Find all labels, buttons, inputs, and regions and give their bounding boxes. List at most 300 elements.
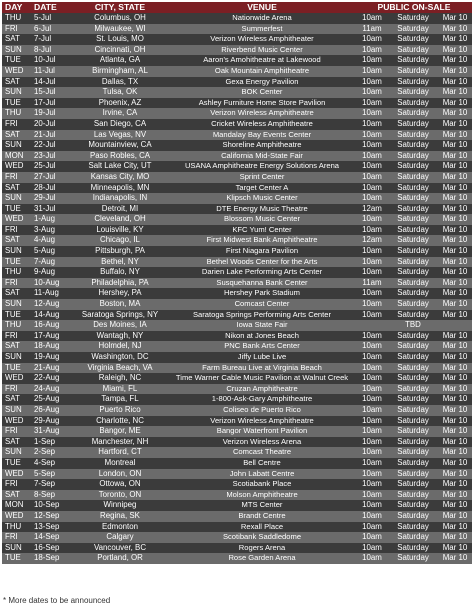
cell-time: 10am: [356, 151, 388, 162]
cell-city-state: Puerto Rico: [72, 405, 168, 416]
cell-weekday: Saturday: [388, 151, 438, 162]
cell-venue: MTS Center: [168, 500, 356, 511]
cell-city-state: Calgary: [72, 532, 168, 543]
cell-onsale-date: [438, 320, 472, 331]
cell-weekday: Saturday: [388, 553, 438, 564]
cell-time: 10am: [356, 130, 388, 141]
cell-date: 28-Jul: [30, 183, 72, 194]
cell-city-state: Holmdel, NJ: [72, 341, 168, 352]
cell-onsale-date: Mar 10: [438, 394, 472, 405]
cell-city-state: Phoenix, AZ: [72, 98, 168, 109]
cell-venue: Ashley Furniture Home Store Pavilion: [168, 98, 356, 109]
cell-weekday: Saturday: [388, 394, 438, 405]
cell-venue: Nationwide Arena: [168, 13, 356, 24]
table-row: [2, 34, 472, 45]
cell-date: 11-Jul: [30, 66, 72, 77]
cell-day: SAT: [2, 394, 30, 405]
cell-venue: Verizon Wireless Arena: [168, 437, 356, 448]
cell-time: 11am: [356, 278, 388, 289]
header-city-state: CITY, STATE: [72, 2, 168, 13]
table-row: [2, 532, 472, 543]
cell-day: WED: [2, 214, 30, 225]
cell-time: 10am: [356, 299, 388, 310]
table-row: [2, 193, 472, 204]
cell-onsale-date: Mar 10: [438, 288, 472, 299]
cell-weekday: Saturday: [388, 172, 438, 183]
cell-date: 23-Jul: [30, 151, 72, 162]
cell-weekday: Saturday: [388, 225, 438, 236]
cell-weekday: Saturday: [388, 543, 438, 554]
cell-weekday: Saturday: [388, 532, 438, 543]
cell-weekday: Saturday: [388, 373, 438, 384]
cell-city-state: Cleveland, OH: [72, 214, 168, 225]
cell-venue: Scotibank Saddledome: [168, 532, 356, 543]
cell-date: 12-Aug: [30, 299, 72, 310]
cell-venue: Bell Centre: [168, 458, 356, 469]
cell-weekday: Saturday: [388, 331, 438, 342]
table-row: [2, 151, 472, 162]
cell-city-state: Dallas, TX: [72, 77, 168, 88]
cell-venue: Comcast Center: [168, 299, 356, 310]
cell-weekday: Saturday: [388, 77, 438, 88]
table-row: [2, 394, 472, 405]
cell-day: SAT: [2, 288, 30, 299]
cell-city-state: Regina, SK: [72, 511, 168, 522]
cell-day: SUN: [2, 405, 30, 416]
cell-venue: Verizon Wireless Amphitheatre: [168, 108, 356, 119]
cell-time: 10am: [356, 490, 388, 501]
cell-city-state: Hershey, PA: [72, 288, 168, 299]
cell-city-state: Washington, DC: [72, 352, 168, 363]
cell-day: FRI: [2, 384, 30, 395]
cell-time: 10am: [356, 193, 388, 204]
table-row: [2, 267, 472, 278]
cell-day: SAT: [2, 183, 30, 194]
cell-weekday: Saturday: [388, 511, 438, 522]
cell-city-state: Portland, OR: [72, 553, 168, 564]
table-row: [2, 299, 472, 310]
cell-venue: Rexall Place: [168, 522, 356, 533]
cell-city-state: Las Vegas, NV: [72, 130, 168, 141]
cell-venue: Brandt Centre: [168, 511, 356, 522]
cell-city-state: Des Moines, IA: [72, 320, 168, 331]
cell-onsale-date: Mar 10: [438, 341, 472, 352]
cell-day: TUE: [2, 98, 30, 109]
table-row: [2, 246, 472, 257]
cell-city-state: Milwaukee, WI: [72, 24, 168, 35]
cell-day: SAT: [2, 77, 30, 88]
cell-city-state: San Diego, CA: [72, 119, 168, 130]
cell-time: 10am: [356, 447, 388, 458]
cell-onsale-date: Mar 10: [438, 77, 472, 88]
cell-weekday: Saturday: [388, 55, 438, 66]
cell-onsale-date: Mar 10: [438, 405, 472, 416]
table-row: [2, 87, 472, 98]
cell-weekday: Saturday: [388, 87, 438, 98]
cell-venue: Rogers Arena: [168, 543, 356, 554]
cell-city-state: Miami, FL: [72, 384, 168, 395]
cell-city-state: Montreal: [72, 458, 168, 469]
cell-city-state: Louisville, KY: [72, 225, 168, 236]
cell-city-state: Boston, MA: [72, 299, 168, 310]
cell-time: 10am: [356, 119, 388, 130]
cell-weekday: Saturday: [388, 183, 438, 194]
cell-time: 10am: [356, 172, 388, 183]
table-row: [2, 426, 472, 437]
cell-time: 10am: [356, 416, 388, 427]
cell-date: 10-Aug: [30, 278, 72, 289]
cell-time: 10am: [356, 437, 388, 448]
table-row: [2, 130, 472, 141]
cell-weekday: Saturday: [388, 246, 438, 257]
table-row: [2, 437, 472, 448]
cell-date: 19-Jul: [30, 108, 72, 119]
cell-date: 10-Sep: [30, 500, 72, 511]
cell-day: SUN: [2, 299, 30, 310]
cell-weekday: Saturday: [388, 193, 438, 204]
table-row: [2, 45, 472, 56]
cell-time: 10am: [356, 34, 388, 45]
cell-city-state: Paso Robles, CA: [72, 151, 168, 162]
cell-city-state: Wantagh, NY: [72, 331, 168, 342]
cell-city-state: Kansas City, MO: [72, 172, 168, 183]
table-row: [2, 119, 472, 130]
cell-city-state: Atlanta, GA: [72, 55, 168, 66]
cell-date: 22-Aug: [30, 373, 72, 384]
cell-onsale-date: Mar 10: [438, 45, 472, 56]
cell-venue: First Midwest Bank Amphitheatre: [168, 235, 356, 246]
cell-date: 13-Sep: [30, 522, 72, 533]
cell-venue: Rose Garden Arena: [168, 553, 356, 564]
cell-time: 10am: [356, 66, 388, 77]
cell-day: THU: [2, 267, 30, 278]
cell-weekday: Saturday: [388, 257, 438, 268]
cell-onsale-date: Mar 10: [438, 458, 472, 469]
cell-onsale-date: Mar 10: [438, 257, 472, 268]
cell-date: 27-Jul: [30, 172, 72, 183]
cell-city-state: Philadelphia, PA: [72, 278, 168, 289]
cell-city-state: Columbus, OH: [72, 13, 168, 24]
cell-date: 25-Aug: [30, 394, 72, 405]
cell-time: 10am: [356, 257, 388, 268]
cell-weekday: Saturday: [388, 108, 438, 119]
cell-day: SAT: [2, 34, 30, 45]
cell-date: 4-Sep: [30, 458, 72, 469]
cell-city-state: Chicago, IL: [72, 235, 168, 246]
table-row: [2, 384, 472, 395]
cell-city-state: Edmonton: [72, 522, 168, 533]
table-row: [2, 235, 472, 246]
cell-venue: Time Warner Cable Music Pavilion at Walnut Creek: [168, 373, 356, 384]
cell-time: 10am: [356, 511, 388, 522]
cell-venue: Verizon Wireless Amphitheatre: [168, 416, 356, 427]
cell-onsale-date: Mar 10: [438, 66, 472, 77]
table-row: [2, 161, 472, 172]
cell-weekday: Saturday: [388, 34, 438, 45]
cell-day: SUN: [2, 87, 30, 98]
cell-weekday: Saturday: [388, 235, 438, 246]
cell-date: 5-Jul: [30, 13, 72, 24]
cell-city-state: Indianapolis, IN: [72, 193, 168, 204]
cell-onsale-date: Mar 10: [438, 469, 472, 480]
cell-venue: Aaron's Amohitheatre at Lakewood: [168, 55, 356, 66]
cell-time: 10am: [356, 373, 388, 384]
cell-date: 14-Sep: [30, 532, 72, 543]
cell-weekday: Saturday: [388, 416, 438, 427]
cell-weekday: Saturday: [388, 45, 438, 56]
cell-day: WED: [2, 511, 30, 522]
cell-time: 10am: [356, 341, 388, 352]
cell-weekday: Saturday: [388, 140, 438, 151]
cell-city-state: Tampa, FL: [72, 394, 168, 405]
cell-time: 10am: [356, 140, 388, 151]
cell-weekday: Saturday: [388, 458, 438, 469]
cell-time: 10am: [356, 522, 388, 533]
cell-onsale-date: Mar 10: [438, 235, 472, 246]
cell-weekday: Saturday: [388, 426, 438, 437]
cell-onsale-date: Mar 10: [438, 140, 472, 151]
cell-onsale-date: Mar 10: [438, 479, 472, 490]
cell-city-state: Raleigh, NC: [72, 373, 168, 384]
cell-venue: Verizon Wireless Amphitheater: [168, 34, 356, 45]
cell-date: 12-Sep: [30, 511, 72, 522]
cell-day: SAT: [2, 235, 30, 246]
cell-day: WED: [2, 373, 30, 384]
table-row: [2, 183, 472, 194]
cell-time: 12am: [356, 204, 388, 215]
cell-day: WED: [2, 469, 30, 480]
cell-venue: Sprint Center: [168, 172, 356, 183]
header-day: DAY: [2, 2, 30, 13]
header-date: DATE: [30, 2, 72, 13]
cell-date: 2-Sep: [30, 447, 72, 458]
cell-venue: DTE Energy Music Theatre: [168, 204, 356, 215]
table-row: [2, 278, 472, 289]
cell-weekday: Saturday: [388, 405, 438, 416]
cell-onsale-date: Mar 10: [438, 24, 472, 35]
cell-time: 10am: [356, 55, 388, 66]
cell-weekday: Saturday: [388, 500, 438, 511]
cell-venue: Hershey Park Stadium: [168, 288, 356, 299]
table-row: [2, 447, 472, 458]
cell-weekday: Saturday: [388, 278, 438, 289]
cell-venue: Iowa State Fair: [168, 320, 356, 331]
cell-day: SUN: [2, 246, 30, 257]
table-row: [2, 500, 472, 511]
cell-venue: Mandalay Bay Events Center: [168, 130, 356, 141]
table-row: [2, 320, 472, 331]
cell-city-state: Virginia Beach, VA: [72, 363, 168, 374]
header-venue: VENUE: [168, 2, 356, 13]
cell-venue: Shoreline Amphitheatre: [168, 140, 356, 151]
table-row: [2, 310, 472, 321]
cell-day: SAT: [2, 130, 30, 141]
cell-day: THU: [2, 522, 30, 533]
cell-city-state: Buffalo, NY: [72, 267, 168, 278]
cell-day: THU: [2, 320, 30, 331]
cell-date: 4-Aug: [30, 235, 72, 246]
cell-day: WED: [2, 416, 30, 427]
table-header-row: [2, 2, 472, 13]
cell-venue: BOK Center: [168, 87, 356, 98]
cell-day: THU: [2, 108, 30, 119]
table-row: [2, 405, 472, 416]
table-row: [2, 373, 472, 384]
cell-time: 10am: [356, 13, 388, 24]
cell-city-state: St. Louis, MO: [72, 34, 168, 45]
cell-city-state: Manchester, NH: [72, 437, 168, 448]
cell-onsale-date: Mar 10: [438, 310, 472, 321]
cell-day: FRI: [2, 119, 30, 130]
cell-time: 10am: [356, 288, 388, 299]
cell-weekday: Saturday: [388, 13, 438, 24]
cell-venue: Klipsch Music Center: [168, 193, 356, 204]
cell-city-state: Tulsa, OK: [72, 87, 168, 98]
cell-day: WED: [2, 66, 30, 77]
cell-day: SAT: [2, 490, 30, 501]
cell-onsale-date: Mar 10: [438, 490, 472, 501]
cell-time: 10am: [356, 87, 388, 98]
cell-weekday: Saturday: [388, 352, 438, 363]
cell-onsale-date: Mar 10: [438, 278, 472, 289]
cell-venue: John Labatt Centre: [168, 469, 356, 480]
cell-weekday: Saturday: [388, 384, 438, 395]
cell-time: 10am: [356, 183, 388, 194]
cell-time: [356, 320, 388, 331]
table-row: [2, 469, 472, 480]
cell-date: 21-Aug: [30, 363, 72, 374]
cell-date: 3-Aug: [30, 225, 72, 236]
cell-weekday: Saturday: [388, 66, 438, 77]
cell-day: FRI: [2, 331, 30, 342]
cell-time: 10am: [356, 98, 388, 109]
cell-date: 26-Aug: [30, 405, 72, 416]
cell-day: SAT: [2, 437, 30, 448]
table-row: [2, 225, 472, 236]
cell-venue: Cruzan Amphitheatre: [168, 384, 356, 395]
cell-onsale-date: Mar 10: [438, 34, 472, 45]
cell-date: 14-Jul: [30, 77, 72, 88]
cell-date: 15-Jul: [30, 87, 72, 98]
cell-day: FRI: [2, 172, 30, 183]
cell-day: TUE: [2, 458, 30, 469]
cell-date: 14-Aug: [30, 310, 72, 321]
cell-weekday: Saturday: [388, 522, 438, 533]
cell-day: MON: [2, 151, 30, 162]
cell-onsale-date: Mar 10: [438, 172, 472, 183]
table-row: [2, 172, 472, 183]
cell-onsale-date: Mar 10: [438, 119, 472, 130]
cell-time: 10am: [356, 384, 388, 395]
cell-day: FRI: [2, 225, 30, 236]
cell-date: 24-Aug: [30, 384, 72, 395]
cell-time: 10am: [356, 553, 388, 564]
cell-day: FRI: [2, 24, 30, 35]
cell-onsale-date: Mar 10: [438, 522, 472, 533]
table-row: [2, 511, 472, 522]
cell-time: 10am: [356, 469, 388, 480]
cell-weekday: Saturday: [388, 479, 438, 490]
cell-onsale-date: Mar 10: [438, 161, 472, 172]
cell-onsale-date: Mar 10: [438, 553, 472, 564]
cell-day: SUN: [2, 140, 30, 151]
cell-time: 10am: [356, 426, 388, 437]
cell-venue: PNC Bank Arts Center: [168, 341, 356, 352]
cell-venue: USANA Amphitheatre Energy Solutions Arena: [168, 161, 356, 172]
cell-day: FRI: [2, 278, 30, 289]
cell-day: FRI: [2, 479, 30, 490]
table-row: [2, 214, 472, 225]
table-row: [2, 140, 472, 151]
cell-city-state: Ottowa, ON: [72, 479, 168, 490]
table-row: [2, 363, 472, 374]
cell-date: 8-Jul: [30, 45, 72, 56]
cell-time: 10am: [356, 77, 388, 88]
cell-venue: Target Center A: [168, 183, 356, 194]
cell-onsale-date: Mar 10: [438, 246, 472, 257]
cell-onsale-date: Mar 10: [438, 384, 472, 395]
cell-time: 10am: [356, 352, 388, 363]
cell-time: 10am: [356, 500, 388, 511]
cell-weekday: Saturday: [388, 288, 438, 299]
cell-time: 10am: [356, 363, 388, 374]
cell-onsale-date: Mar 10: [438, 373, 472, 384]
cell-onsale-date: Mar 10: [438, 204, 472, 215]
cell-city-state: Detroit, MI: [72, 204, 168, 215]
cell-time: 10am: [356, 214, 388, 225]
cell-time: 10am: [356, 394, 388, 405]
cell-date: 10-Jul: [30, 55, 72, 66]
cell-day: TUE: [2, 553, 30, 564]
table-row: [2, 490, 472, 501]
cell-onsale-date: Mar 10: [438, 331, 472, 342]
cell-weekday: Saturday: [388, 161, 438, 172]
cell-venue: KFC Yum! Center: [168, 225, 356, 236]
cell-onsale-date: Mar 10: [438, 532, 472, 543]
cell-weekday: Saturday: [388, 204, 438, 215]
cell-weekday: Saturday: [388, 447, 438, 458]
cell-onsale-date: Mar 10: [438, 214, 472, 225]
cell-day: THU: [2, 13, 30, 24]
cell-city-state: Minneapolis, MN: [72, 183, 168, 194]
cell-date: 29-Jul: [30, 193, 72, 204]
cell-date: 7-Aug: [30, 257, 72, 268]
table-row: [2, 553, 472, 564]
cell-venue: Susquehanna Bank Center: [168, 278, 356, 289]
table-row: [2, 341, 472, 352]
cell-weekday: Saturday: [388, 363, 438, 374]
cell-city-state: Vancouver, BC: [72, 543, 168, 554]
cell-date: 18-Sep: [30, 553, 72, 564]
cell-onsale-date: Mar 10: [438, 108, 472, 119]
cell-date: 17-Jul: [30, 98, 72, 109]
cell-city-state: Cincinnati, OH: [72, 45, 168, 56]
tour-schedule-table: [2, 2, 472, 564]
cell-date: 11-Aug: [30, 288, 72, 299]
cell-time: 10am: [356, 458, 388, 469]
cell-onsale-date: Mar 10: [438, 267, 472, 278]
cell-time: 10am: [356, 532, 388, 543]
table-row: [2, 416, 472, 427]
cell-onsale-date: Mar 10: [438, 416, 472, 427]
cell-city-state: London, ON: [72, 469, 168, 480]
cell-day: SUN: [2, 543, 30, 554]
cell-day: SAT: [2, 341, 30, 352]
cell-day: TUE: [2, 204, 30, 215]
cell-city-state: Saratoga Springs, NY: [72, 310, 168, 321]
table-row: [2, 108, 472, 119]
cell-venue: Cricket Wireless Amphitheatre: [168, 119, 356, 130]
